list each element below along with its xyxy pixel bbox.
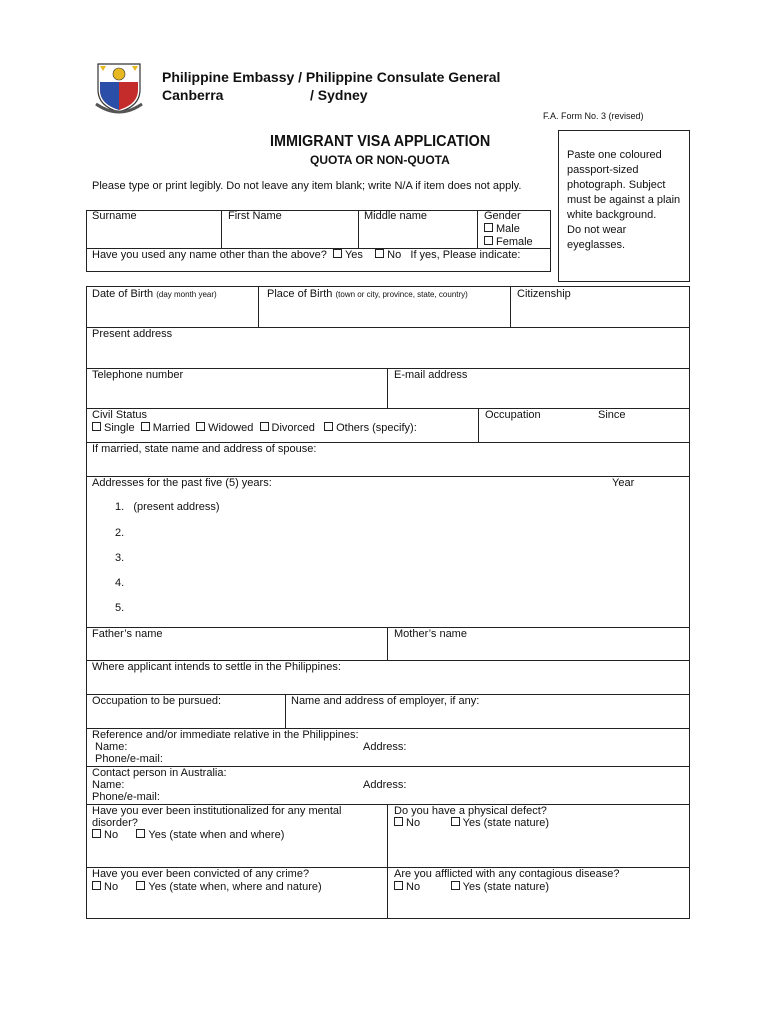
- male-option[interactable]: [484, 223, 520, 235]
- other-name-label: Have you used any name other than the above?: [92, 249, 327, 261]
- pob-field[interactable]: [267, 288, 468, 301]
- yes-when-where-label: Yes (state when and where): [148, 829, 285, 841]
- no-label: No: [406, 817, 421, 829]
- address-item-3[interactable]: 3.: [115, 552, 125, 564]
- employer-field[interactable]: Name and address of employer, if any:: [291, 695, 480, 707]
- address-item-1[interactable]: [115, 501, 220, 513]
- reference-address-field[interactable]: Address:: [363, 741, 407, 753]
- yes-nature-label: Yes (state nature): [462, 817, 550, 829]
- checkbox-icon[interactable]: [451, 881, 460, 890]
- civil-status-label: Civil Status: [92, 409, 148, 421]
- form-title: IMMIGRANT VISA APPLICATION: [270, 133, 491, 150]
- other-name-question[interactable]: [92, 249, 520, 261]
- checkbox-icon[interactable]: [484, 236, 493, 245]
- city-canberra: Canberra: [162, 87, 224, 103]
- reference-label: Reference and/or immediate relative in the Philippines:: [92, 729, 359, 741]
- checkbox-icon[interactable]: [141, 422, 150, 431]
- widowed-label: Widowed: [208, 422, 254, 434]
- occupation-pursued-field[interactable]: Occupation to be pursued:: [92, 695, 222, 707]
- male-label: Male: [496, 223, 520, 235]
- checkbox-icon[interactable]: [196, 422, 205, 431]
- others-label: Others (specify):: [336, 422, 417, 434]
- mother-name-field[interactable]: Mother’s name: [394, 628, 467, 640]
- checkbox-icon[interactable]: [394, 817, 403, 826]
- addresses-label: Addresses for the past five (5) years:: [92, 477, 272, 489]
- crime-options[interactable]: [92, 881, 322, 893]
- contact-address-field[interactable]: Address:: [363, 779, 407, 791]
- photo-instruction-line: photograph. Subject: [567, 179, 666, 191]
- photo-instruction-line: must be against a plain: [567, 194, 681, 206]
- present-address-field[interactable]: Present address: [92, 328, 173, 340]
- married-label: Married: [152, 422, 190, 434]
- settle-field[interactable]: Where applicant intends to settle in the Philippines:: [92, 661, 341, 673]
- mental-options[interactable]: [92, 829, 284, 841]
- photo-instruction-line: Paste one coloured: [567, 149, 662, 161]
- address-item-5[interactable]: 5.: [115, 602, 125, 614]
- consulate-cities: [162, 87, 368, 103]
- form-number: F.A. Form No. 3 (revised): [543, 111, 644, 121]
- citizenship-field[interactable]: Citizenship: [517, 288, 571, 300]
- address-item-2[interactable]: 2.: [115, 527, 125, 539]
- no-label: No: [104, 881, 119, 893]
- checkbox-icon[interactable]: [451, 817, 460, 826]
- civil-status-options[interactable]: [92, 422, 417, 434]
- no-label: No: [104, 829, 119, 841]
- photo-instruction-line: white background.: [567, 209, 657, 221]
- dob-label: Date of Birth: [92, 288, 154, 300]
- philippine-crest-logo: [94, 60, 144, 116]
- checkbox-icon[interactable]: [375, 249, 384, 258]
- photo-box[interactable]: [558, 130, 690, 282]
- crime-question: Have you ever been convicted of any crime?: [92, 868, 310, 880]
- checkbox-icon[interactable]: [484, 223, 493, 232]
- address-item-4[interactable]: 4.: [115, 577, 125, 589]
- photo-instruction-line: eyeglasses.: [567, 239, 626, 251]
- no-label: No: [406, 881, 421, 893]
- spouse-field[interactable]: If married, state name and address of spouse:: [92, 443, 317, 455]
- divorced-label: Divorced: [271, 422, 315, 434]
- female-label: Female: [496, 236, 533, 248]
- form-subtitle: QUOTA OR NON-QUOTA: [310, 153, 450, 167]
- yes-nature-label: Yes (state nature): [462, 881, 550, 893]
- checkbox-icon[interactable]: [92, 422, 101, 431]
- physical-options[interactable]: [394, 817, 549, 829]
- no-label: No: [387, 249, 402, 261]
- surname-field[interactable]: Surname: [92, 210, 137, 222]
- photo-instruction-line: passport-sized: [567, 164, 639, 176]
- disease-question: Are you afflicted with any contagious disease?: [394, 868, 620, 880]
- checkbox-icon[interactable]: [136, 829, 145, 838]
- dob-hint: (day month year): [156, 290, 217, 299]
- yes-label: Yes: [344, 249, 363, 261]
- contact-phone-field[interactable]: Phone/e-mail:: [92, 791, 160, 803]
- address-number: 1.: [115, 501, 125, 513]
- occupation-field[interactable]: Occupation: [485, 409, 541, 421]
- yes-when-where-nature-label: Yes (state when, where and nature): [148, 881, 322, 893]
- email-field[interactable]: E-mail address: [394, 369, 468, 381]
- middle-name-field[interactable]: Middle name: [364, 210, 427, 222]
- telephone-field[interactable]: Telephone number: [92, 369, 184, 381]
- checkbox-icon[interactable]: [394, 881, 403, 890]
- checkbox-icon[interactable]: [260, 422, 269, 431]
- mental-question: Have you ever been institutionalized for any mental: [92, 805, 342, 817]
- if-yes-label: If yes, Please indicate:: [410, 249, 521, 261]
- city-sydney: / Sydney: [310, 87, 368, 103]
- checkbox-icon[interactable]: [92, 881, 101, 890]
- single-label: Single: [104, 422, 135, 434]
- pob-label: Place of Birth: [267, 288, 333, 300]
- first-name-field[interactable]: First Name: [228, 210, 282, 222]
- checkbox-icon[interactable]: [92, 829, 101, 838]
- contact-au-label: Contact person in Australia:: [92, 767, 227, 779]
- disease-options[interactable]: [394, 881, 549, 893]
- year-label: Year: [612, 477, 635, 489]
- female-option[interactable]: [484, 236, 533, 248]
- gender-label: Gender: [484, 210, 521, 222]
- pob-hint: (town or city, province, state, country): [335, 290, 468, 299]
- present-address-note: (present address): [133, 501, 220, 513]
- photo-instruction-line: Do not wear: [567, 224, 627, 236]
- since-field[interactable]: Since: [598, 409, 626, 421]
- mental-question-cont: disorder?: [92, 817, 138, 829]
- checkbox-icon[interactable]: [136, 881, 145, 890]
- checkbox-icon[interactable]: [324, 422, 333, 431]
- reference-name-field[interactable]: Name:: [95, 741, 128, 753]
- dob-field[interactable]: [92, 288, 217, 301]
- father-name-field[interactable]: Father’s name: [92, 628, 163, 640]
- physical-question: Do you have a physical defect?: [394, 805, 547, 817]
- checkbox-icon[interactable]: [333, 249, 342, 258]
- reference-phone-field[interactable]: Phone/e-mail:: [95, 753, 163, 765]
- embassy-header: Philippine Embassy / Philippine Consulate General: [162, 69, 501, 85]
- instructions: Please type or print legibly. Do not leave any item blank; write N/A if item does not apply.: [92, 180, 522, 192]
- contact-name-field[interactable]: Name:: [92, 779, 125, 791]
